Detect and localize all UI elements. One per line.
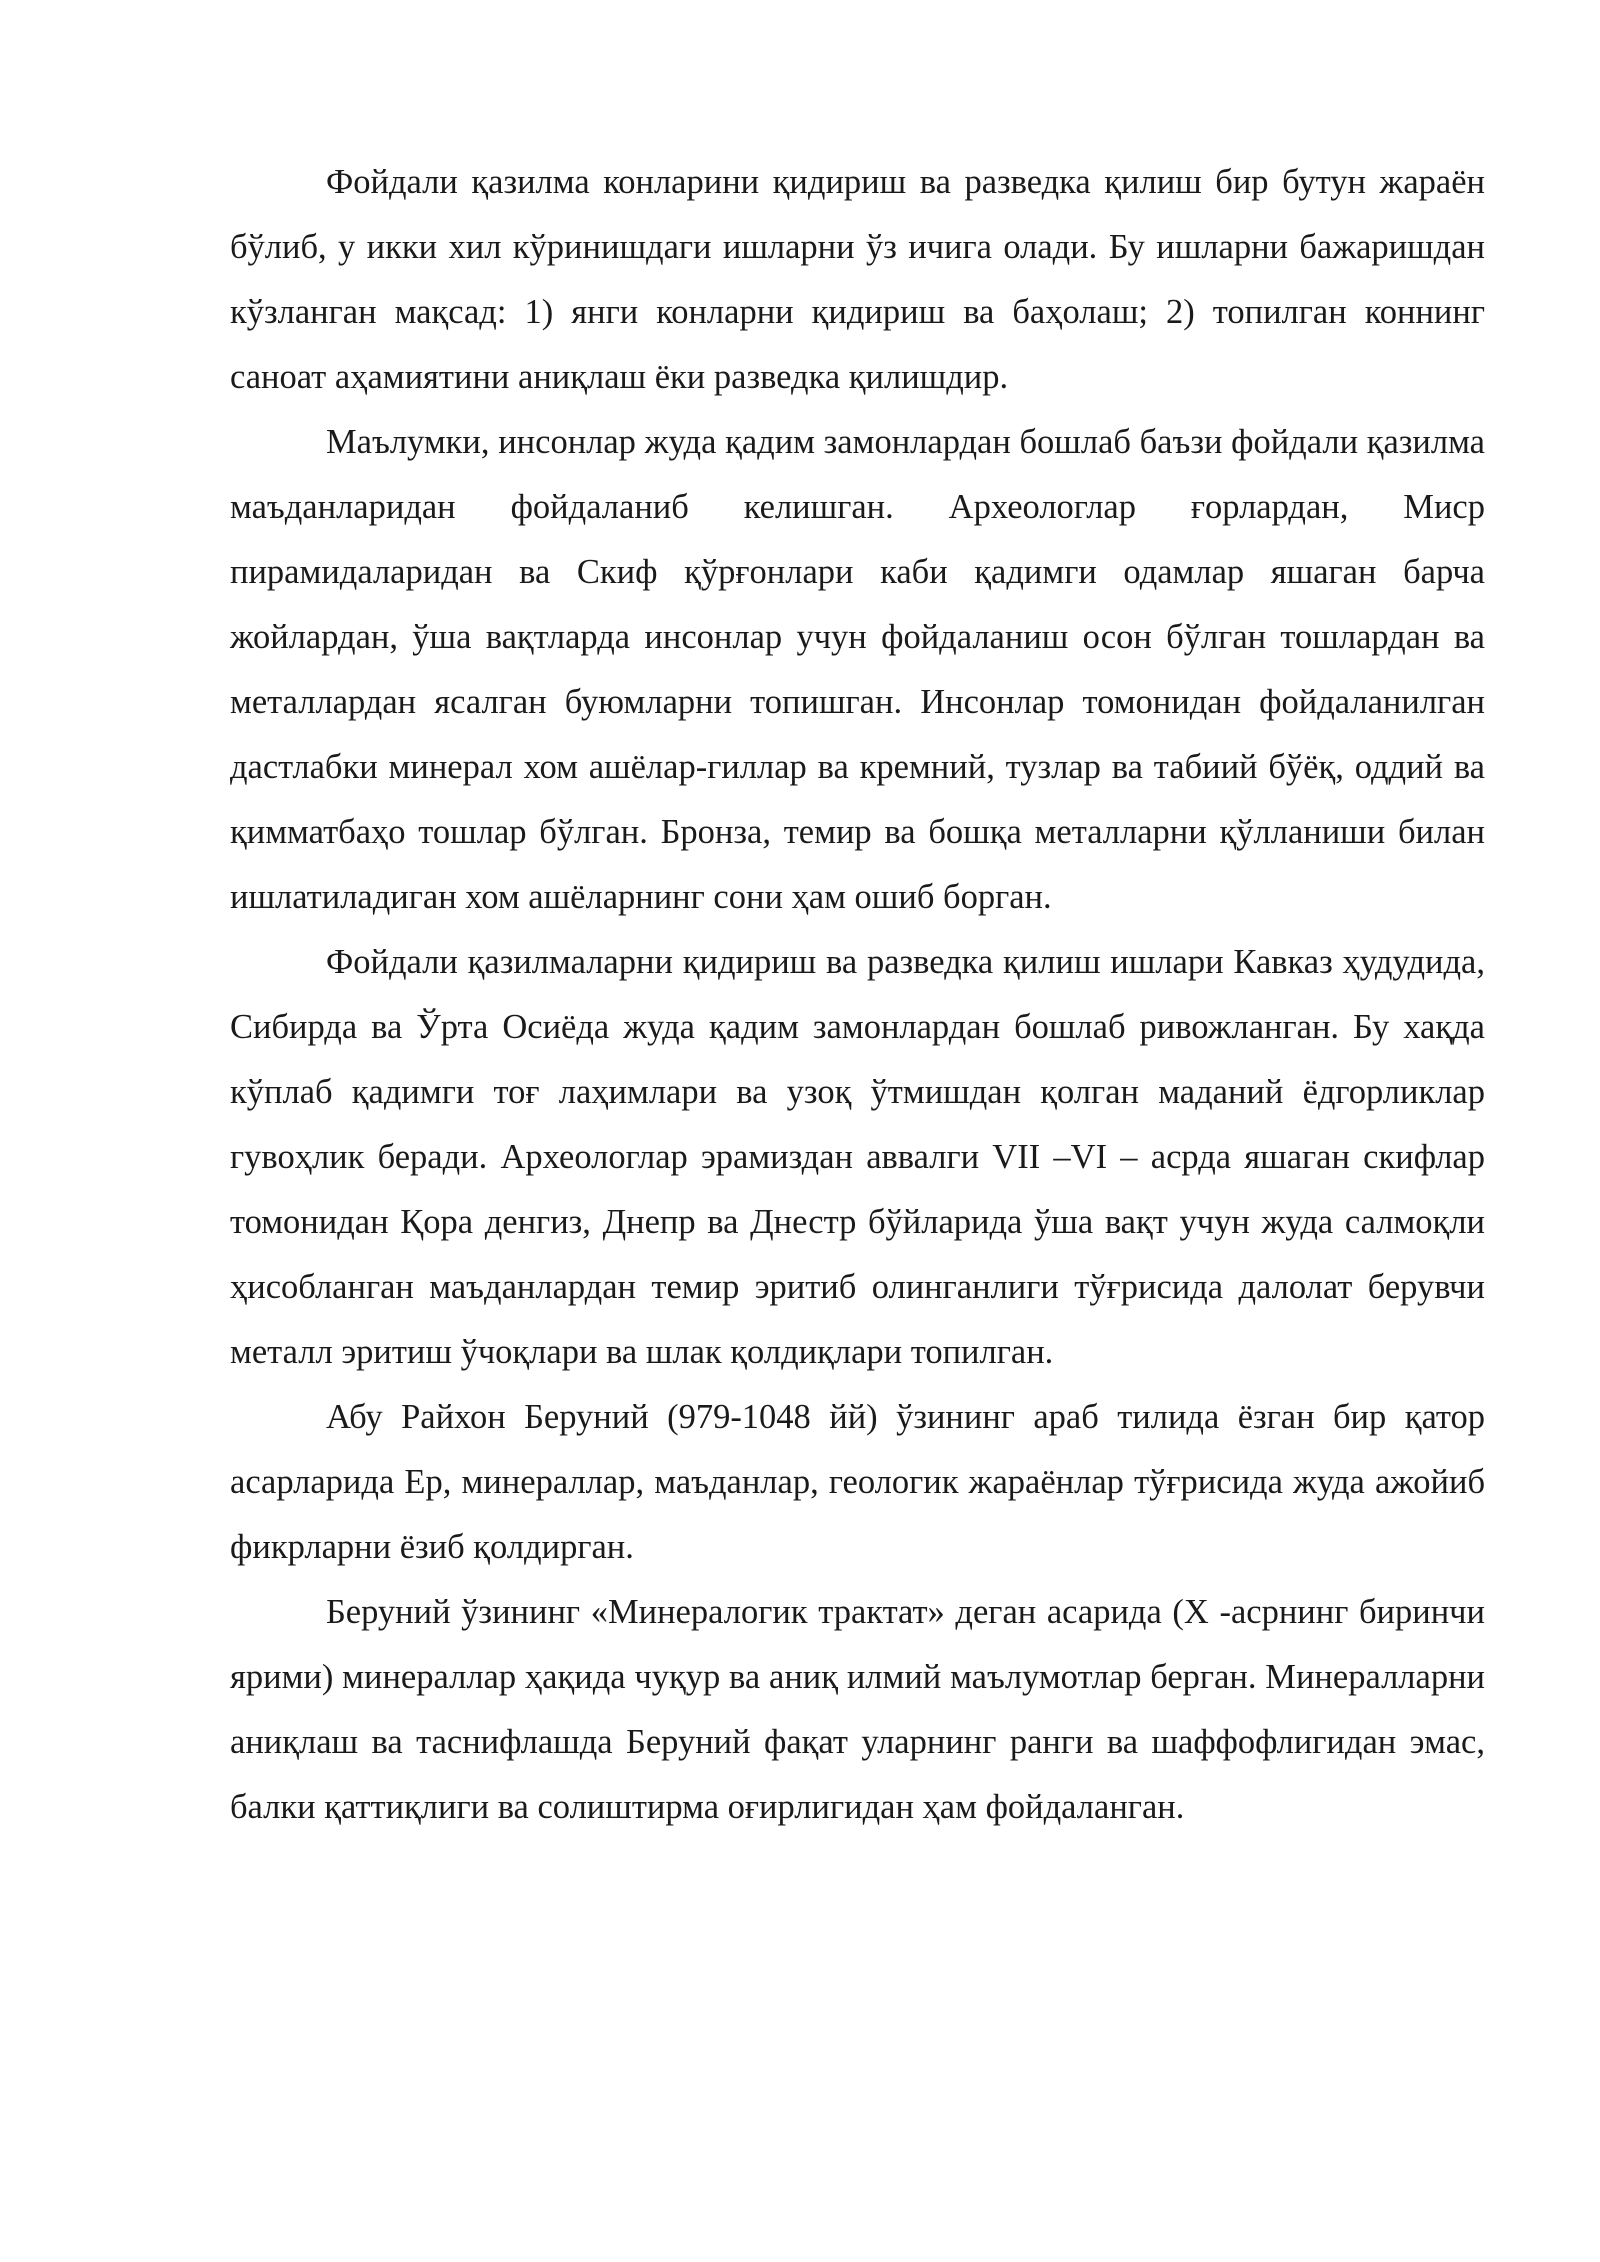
paragraph-5: Беруний ўзининг «Минералогик трактат» деган асарида (X -асрнинг биринчи ярими) минераллар ҳақида чуқур ва аниқ илмий маълумотлар берган. Минералларни аниқлаш ва таснифлашда Беруний фақат уларнинг ранги ва шаффофлигидан эмас, балки қаттиқлиги ва солиштирма оғирлигидан ҳам фойдаланган.	[230, 1593, 1485, 1826]
paragraph-1: Фойдали қазилма конларини қидириш ва разведка қилиш бир бутун жараён бўлиб, у икки хил кўринишдаги ишларни ўз ичига олади. Бу ишларни бажаришдан кўзланган мақсад: 1) янги конларни қидириш ва баҳолаш; 2) топилган коннинг саноат аҳамиятини аниқлаш ёки разведка қилишдир.	[230, 163, 1485, 396]
paragraph-3: Фойдали қазилмаларни қидириш ва разведка қилиш ишлари Кавказ ҳудудида, Сибирда ва Ўрта Осиёда жуда қадим замонлардан бошлаб ривожланган. Бу хақда кўплаб қадимги тоғ лаҳимлари ва узоқ ўтмишдан қолган маданий ёдгорликлар гувоҳлик беради. Археологлар эрамиздан аввалги VII –VI – асрда яшаган скифлар томонидан Қора денгиз, Днепр ва Днестр бўйларида ўша вақт учун жуда салмоқли ҳисобланган маъданлардан темир эритиб олинганлиги тўғрисида далолат берувчи металл эритиш ўчоқлари ва шлак қолдиқлари топилган.	[230, 943, 1485, 1371]
paragraph-2: Маълумки, инсонлар жуда қадим замонлардан бошлаб баъзи фойдали қазилма маъданларидан фойдаланиб келишган. Археологлар ғорлардан, Миср пирамидаларидан ва Скиф қўрғонлари каби қадимги одамлар яшаган барча жойлардан, ўша вақтларда инсонлар учун фойдаланиш осон бўлган тошлардан ва металлардан ясалган буюмларни топишган. Инсонлар томонидан фойдаланилган дастлабки минерал хом ашёлар-гиллар ва кремний, тузлар ва табиий бўёқ, оддий ва қимматбаҳо тошлар бўлган. Бронза, темир ва бошқа металларни қўлланиши билан ишлатиладиган хом ашёларнинг сони ҳам ошиб борган.	[230, 423, 1485, 916]
paragraph-4: Абу Райхон Беруний (979-1048 йй) ўзининг араб тилида ёзган бир қатор асарларида Ер, минераллар, маъданлар, геологик жараёнлар тўғрисида жуда ажойиб фикрларни ёзиб қолдирган.	[230, 1398, 1485, 1566]
document-body	[230, 150, 1485, 1840]
